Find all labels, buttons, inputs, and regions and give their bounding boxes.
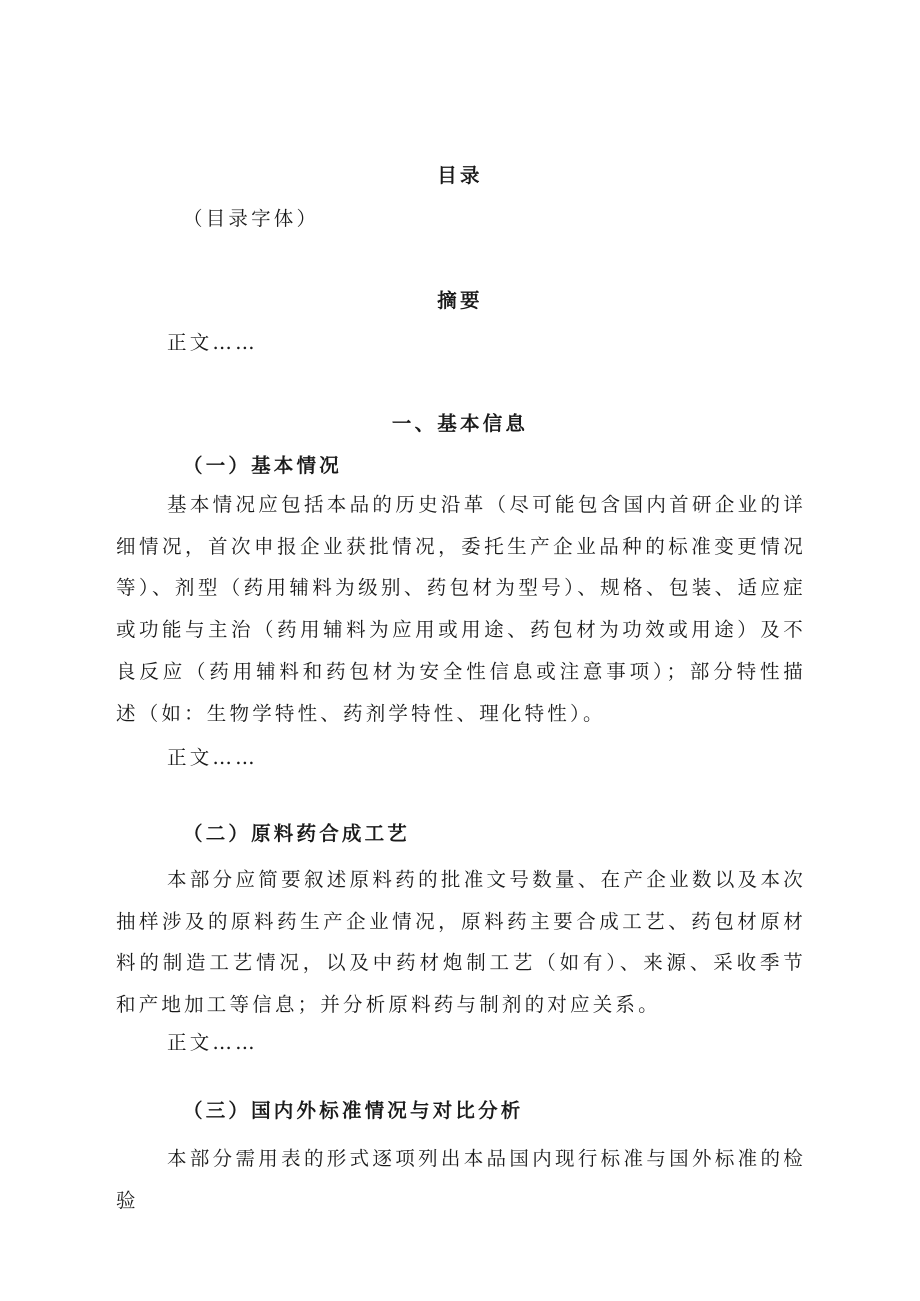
section-1-3-heading: （三）国内外标准情况与对比分析 — [183, 1099, 524, 1122]
section-1-1-body-placeholder: 正文…… — [167, 746, 258, 769]
toc-font-note: （目录字体） — [183, 207, 320, 230]
section-1-1-paragraph: 基本情况应包括本品的历史沿革（尽可能包含国内首研企业的详细情况，首次申报企业获批情况，委托生产企业品种的标准变更情况等）、剂型（药用辅料为级别、药包材为型号）、规格、包装、适应症或功能与主治（药用辅料为应用或用途、药包材为功效或用途）及不良反应（药用辅料和药包材为安全性信息或注意事项）；部分特性描述（如：生物学特性、药剂学特性、理化特性）。 — [116, 493, 806, 725]
section-1-2-body-placeholder: 正文…… — [167, 1031, 258, 1054]
abstract-body-placeholder: 正文…… — [167, 331, 258, 354]
abstract-title: 摘要 — [437, 289, 483, 312]
section-1-2-heading: （二）原料药合成工艺 — [183, 822, 411, 845]
section-1-3-paragraph: 本部分需用表的形式逐项列出本品国内现行标准与国外标准的检验 — [116, 1147, 806, 1212]
section-1-1-heading: （一）基本情况 — [183, 454, 342, 477]
toc-title: 目录 — [437, 164, 483, 187]
section-1-title: 一、基本信息 — [391, 412, 529, 435]
section-1-2-paragraph: 本部分应简要叙述原料药的批准文号数量、在产企业数以及本次抽样涉及的原料药生产企业情况，原料药主要合成工艺、药包材原材料的制造工艺情况，以及中药材炮制工艺（如有）、来源、采收季节和产地加工等信息；并分析原料药与制剂的对应关系。 — [116, 868, 806, 1017]
